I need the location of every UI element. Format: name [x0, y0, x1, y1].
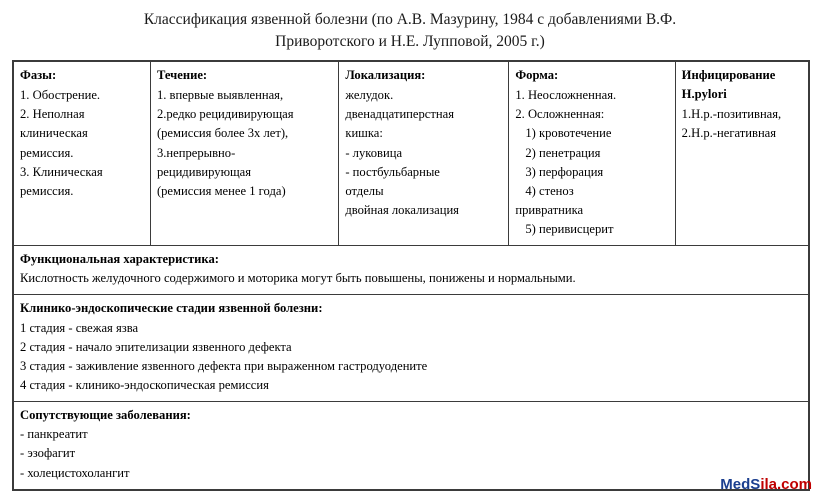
site-watermark — [720, 476, 812, 493]
column-item: 3. Клиническая — [20, 164, 103, 179]
classification-grid — [13, 61, 809, 490]
column-hpylori — [675, 61, 808, 245]
section-line: 4 стадия - клинико-эндоскопическая ремиссия — [20, 378, 269, 393]
section-line: Кислотность желудочного содержимого и моторика могут быть повышены, понижены и нормальными. — [20, 271, 576, 286]
column-header: Течение: — [156, 67, 208, 82]
watermark-sila: ila.com — [760, 476, 812, 493]
table-row-functional — [14, 246, 809, 295]
section-comorbidities — [14, 402, 809, 490]
column-item: 2. Осложненная: — [515, 107, 605, 122]
column-item: 2.Н.р.-негативная — [681, 126, 777, 141]
title-line-2: Приворотского и Н.Е. Лупповой, 2005 г.) — [275, 33, 545, 51]
classification-table — [12, 60, 810, 491]
column-item: 1. впервые выявленная, — [156, 88, 284, 103]
column-item: 2) пенетрация — [525, 145, 601, 160]
column-item: 5) перивисцерит — [525, 222, 614, 237]
column-header: Инфицирование H.pylori — [681, 67, 776, 102]
column-item: 1.Н.р.-позитивная, — [681, 107, 782, 122]
column-item: (ремиссия более 3х лет), — [156, 126, 289, 141]
column-localization — [339, 61, 509, 245]
section-functional — [14, 246, 809, 295]
table-row-comorbidities — [14, 402, 809, 490]
column-item: 1. Неосложненная. — [515, 88, 617, 103]
section-line: - холецистохолангит — [20, 465, 130, 480]
section-title: Функциональная характеристика: — [20, 252, 219, 267]
section-stages — [14, 295, 809, 402]
title-line-1: Классификация язвенной болезни (по А.В. Мазурину, 1984 с добавлениями В.Ф. — [143, 11, 677, 28]
column-item: 1. Обострение. — [20, 88, 101, 103]
table-row-stages — [14, 295, 809, 402]
section-title: Сопутствующие заболевания: — [20, 408, 191, 423]
column-item: ремиссия. — [20, 183, 74, 198]
column-item: 2.редко рецидивирующая — [156, 107, 294, 122]
column-header: Форма: — [515, 67, 559, 82]
column-item: ремиссия. — [20, 145, 74, 160]
section-line: - эзофагит — [20, 446, 76, 461]
column-phases — [14, 61, 151, 245]
column-course — [150, 61, 338, 245]
column-item: 1) кровотечение — [525, 126, 612, 141]
column-item: 3.непрерывно- — [156, 145, 236, 160]
document-title — [0, 0, 820, 60]
column-header: Фазы: — [20, 67, 57, 82]
column-item: привратника — [515, 202, 584, 217]
section-line: 3 стадия - заживление язвенного дефекта при выраженном гастродуодените — [20, 358, 428, 373]
watermark-med: MedS — [720, 476, 761, 493]
column-item: 3) перфорация — [525, 164, 604, 179]
column-item: - луковица — [345, 145, 403, 160]
column-item: - постбульбарные — [345, 164, 440, 179]
column-item: 2. Неполная — [20, 107, 85, 122]
column-item: клиническая — [20, 126, 88, 141]
column-item: отделы — [345, 183, 384, 198]
column-form — [509, 61, 675, 245]
column-item: (ремиссия менее 1 года) — [156, 183, 286, 198]
section-line: - панкреатит — [20, 427, 88, 442]
column-item: 4) стеноз — [525, 183, 574, 198]
section-line: 2 стадия - начало эпителизации язвенного дефекта — [20, 339, 292, 354]
column-item: двенадцатиперстная — [345, 107, 455, 122]
column-item: рецидивирующая — [156, 164, 252, 179]
column-header: Локализация: — [345, 67, 426, 82]
section-title: Клинико-эндоскопические стадии язвенной болезни: — [20, 301, 323, 316]
column-item: двойная локализация — [345, 202, 459, 217]
column-item: кишка: — [345, 126, 383, 141]
table-row-columns — [14, 61, 809, 245]
column-item: желудок. — [345, 88, 394, 103]
section-line: 1 стадия - свежая язва — [20, 320, 139, 335]
